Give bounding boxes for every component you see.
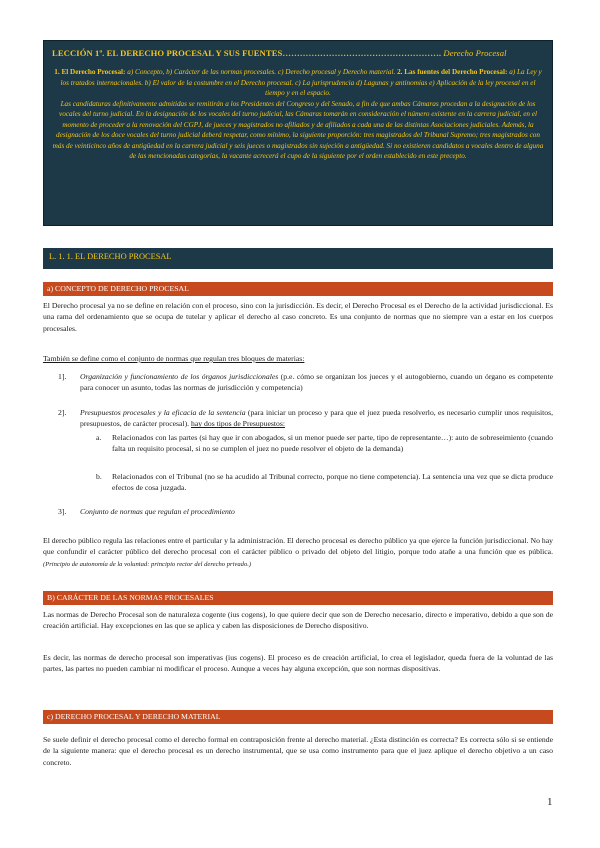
section-a-paragraph-3-text: El derecho público regula las relaciones entre el particular y la administración. El derecho procesal es derecho público ya que ejerce la función jurisdiccional. No hay que confundir el carácter público del derecho procesal con el carácter público o privado del objeto del litigio, porque todo atañe a una función que es pública. [43,536,553,557]
section-a-paragraph-2: También se define como el conjunto de normas que regulan tres bloques de materias: [43,354,305,363]
list-item-2-number: 2]. [58,408,67,417]
sub-item-a-text: Relacionados con las partes (si hay que ir con abogados, si un menor puede ser parte, tipo de representante…): auto de sobreseimiento (cuando falta un requisito procesal, si no se cumplen el juez no puede resolver el objeto de la demanda) [112,433,553,454]
sub-item-a-letter: a. [96,433,102,442]
section-a-paragraph-1: El Derecho procesal ya no se define en relación con el proceso, sino con la jurisdicción. Es decir, el Derecho Procesal es el Derecho de la actividad jurisdiccional. Es una rama del ordenamiento que se ocupa de tutelar y aplicar el derecho al caso concreto. Es una conjunto de normas que no siempre van a estar en los cuerpos procesales. [43,301,553,333]
list-item-2-text: (para iniciar un proceso y para que el juez pueda resolverlo, es necesario cumplir unos requisitos, presupuestos, de carácter procesal). [80,408,554,429]
section-a-heading: a) CONCEPTO DE DERECHO PROCESAL [43,282,553,296]
lesson-summary-box [43,40,553,226]
sub-item-b-text: Relacionados con el Tribunal (no se ha acudido al Tribunal correcto, porque no tiene competencia). La sentencia una vez que se dicta produce efectos de cosa juzgada. [112,472,553,493]
list-item-3-title: Conjunto de normas que regulan el procedimiento [80,507,235,516]
list-item-2-title: Presupuestos procesales y la eficacia de la sentencia [80,408,246,417]
lesson-note: Las candidaturas definitivamente admitidas se remitirán a los Presidentes del Congreso y del Senado, a fin de que ambas Cámaras procedan a la designación de los vocales del turno judicial. En la designación de los vocales del turno judicial, las Cámaras tomarán en consideración el número existente en la carrera judicial, en el momento de proceder a la renovación del CGPJ, de jueces y magistrados no afiliados y de afiliados a cada una de las distintas Asociaciones judiciales. Además, la designación de los doce vocales del turno judicial deberá respetar, como mínimo, la siguiente proporción: tres magistrados del Tribunal Supremo; tres magistrados con más de veinticinco años de antigüedad en la carrera judicial y seis jueces o magistrados sin sujeción a antigüedad. Si no existieren candidatos a vocales dentro de alguna de las mencionadas categorías, la vacante acrecerá el cupo de la siguiente por el orden establecido en este precepto. [52,99,544,161]
page-number: 1 [547,796,553,808]
section-c-heading: c) DERECHO PROCESAL Y DERECHO MATERIAL [43,710,553,724]
lesson-title-right: Derecho Procesal [443,48,507,58]
section-a-paragraph-3 [43,535,553,570]
lesson-title [52,48,544,58]
section-main-heading: L. 1. 1. EL DERECHO PROCESAL [43,248,553,269]
list-item-1-text: (p.e. cómo se organizan los jueces y el autogobierno, cuando un órgano es competente para conocer un asunto, todas las normas de jurisdicción y competencia) [80,372,553,393]
list-item-3-number: 3]. [58,507,67,516]
sub-item-a [96,432,553,455]
list-item-3 [58,506,553,517]
summary-1-label: 1. El Derecho Procesal: [54,68,128,76]
summary-2-label: 2. Las fuentes del Derecho Procesal: [397,68,510,76]
summary-1-topics: a) Concepto, b) Carácter de las normas procesales. c) Derecho procesal y Derecho material. [127,68,398,76]
sub-item-b [96,471,553,494]
lesson-summary [52,67,544,99]
section-a-paragraph-3-note: (Principio de autonomía de la voluntad: principio rector del derecho privado.) [43,560,252,568]
lesson-title-left: LECCIÓN 1ª. EL DERECHO PROCESAL Y SUS FUENTES………………………………………………. [52,48,444,58]
summary-2-topics: a) La Ley y los tratados internacionales. b) El valor de la costumbre en el Derecho procesal. c) La jurisprudencia d) Lagunas y antinomias e) Aplicación de la ley procesal en el tiempo y en el espacio. [60,68,542,97]
list-item-2-underline: hay dos tipos de Presupuestos: [191,419,285,429]
section-b-paragraph-1: Las normas de Derecho Procesal son de naturaleza cogente (ius cogens), lo que quiere decir que son de Derecho necesario, directo e imperativo, debido a que son de creación artificial. Hay excepciones en las que se aplica y caben las disposiciones de Derecho dispositivo. [43,610,553,631]
section-b-paragraph-2: Es decir, las normas de derecho procesal son imperativas (ius cogens). El proceso es de creación artificial, lo crea el legislador, queda fuera de la voluntad de las partes, las partes no pueden cambiar ni modificar el proceso. Aunque a veces hay alguna excepción, que son normas dispositivas. [43,653,553,674]
sub-item-b-letter: b. [96,472,102,481]
section-b-heading: B) CARÁCTER DE LAS NORMAS PROCESALES [43,591,553,605]
list-item-1-number: 1]. [58,372,67,381]
list-item-1 [58,371,553,394]
list-item-2 [58,407,553,430]
section-c-paragraph-1: Se suele definir el derecho procesal como el derecho formal en contraposición frente al derecho material. ¿Esta distinción es correcta? Es correcta sólo si se entiende de la siguiente manera: que el derecho procesal es un derecho instrumental, que se usa como instrumento para que el juez aplique el derecho objetivo a un caso concreto. [43,735,553,767]
list-item-1-title: Organización y funcionamiento de los órganos jurisdiccionales [80,372,279,381]
